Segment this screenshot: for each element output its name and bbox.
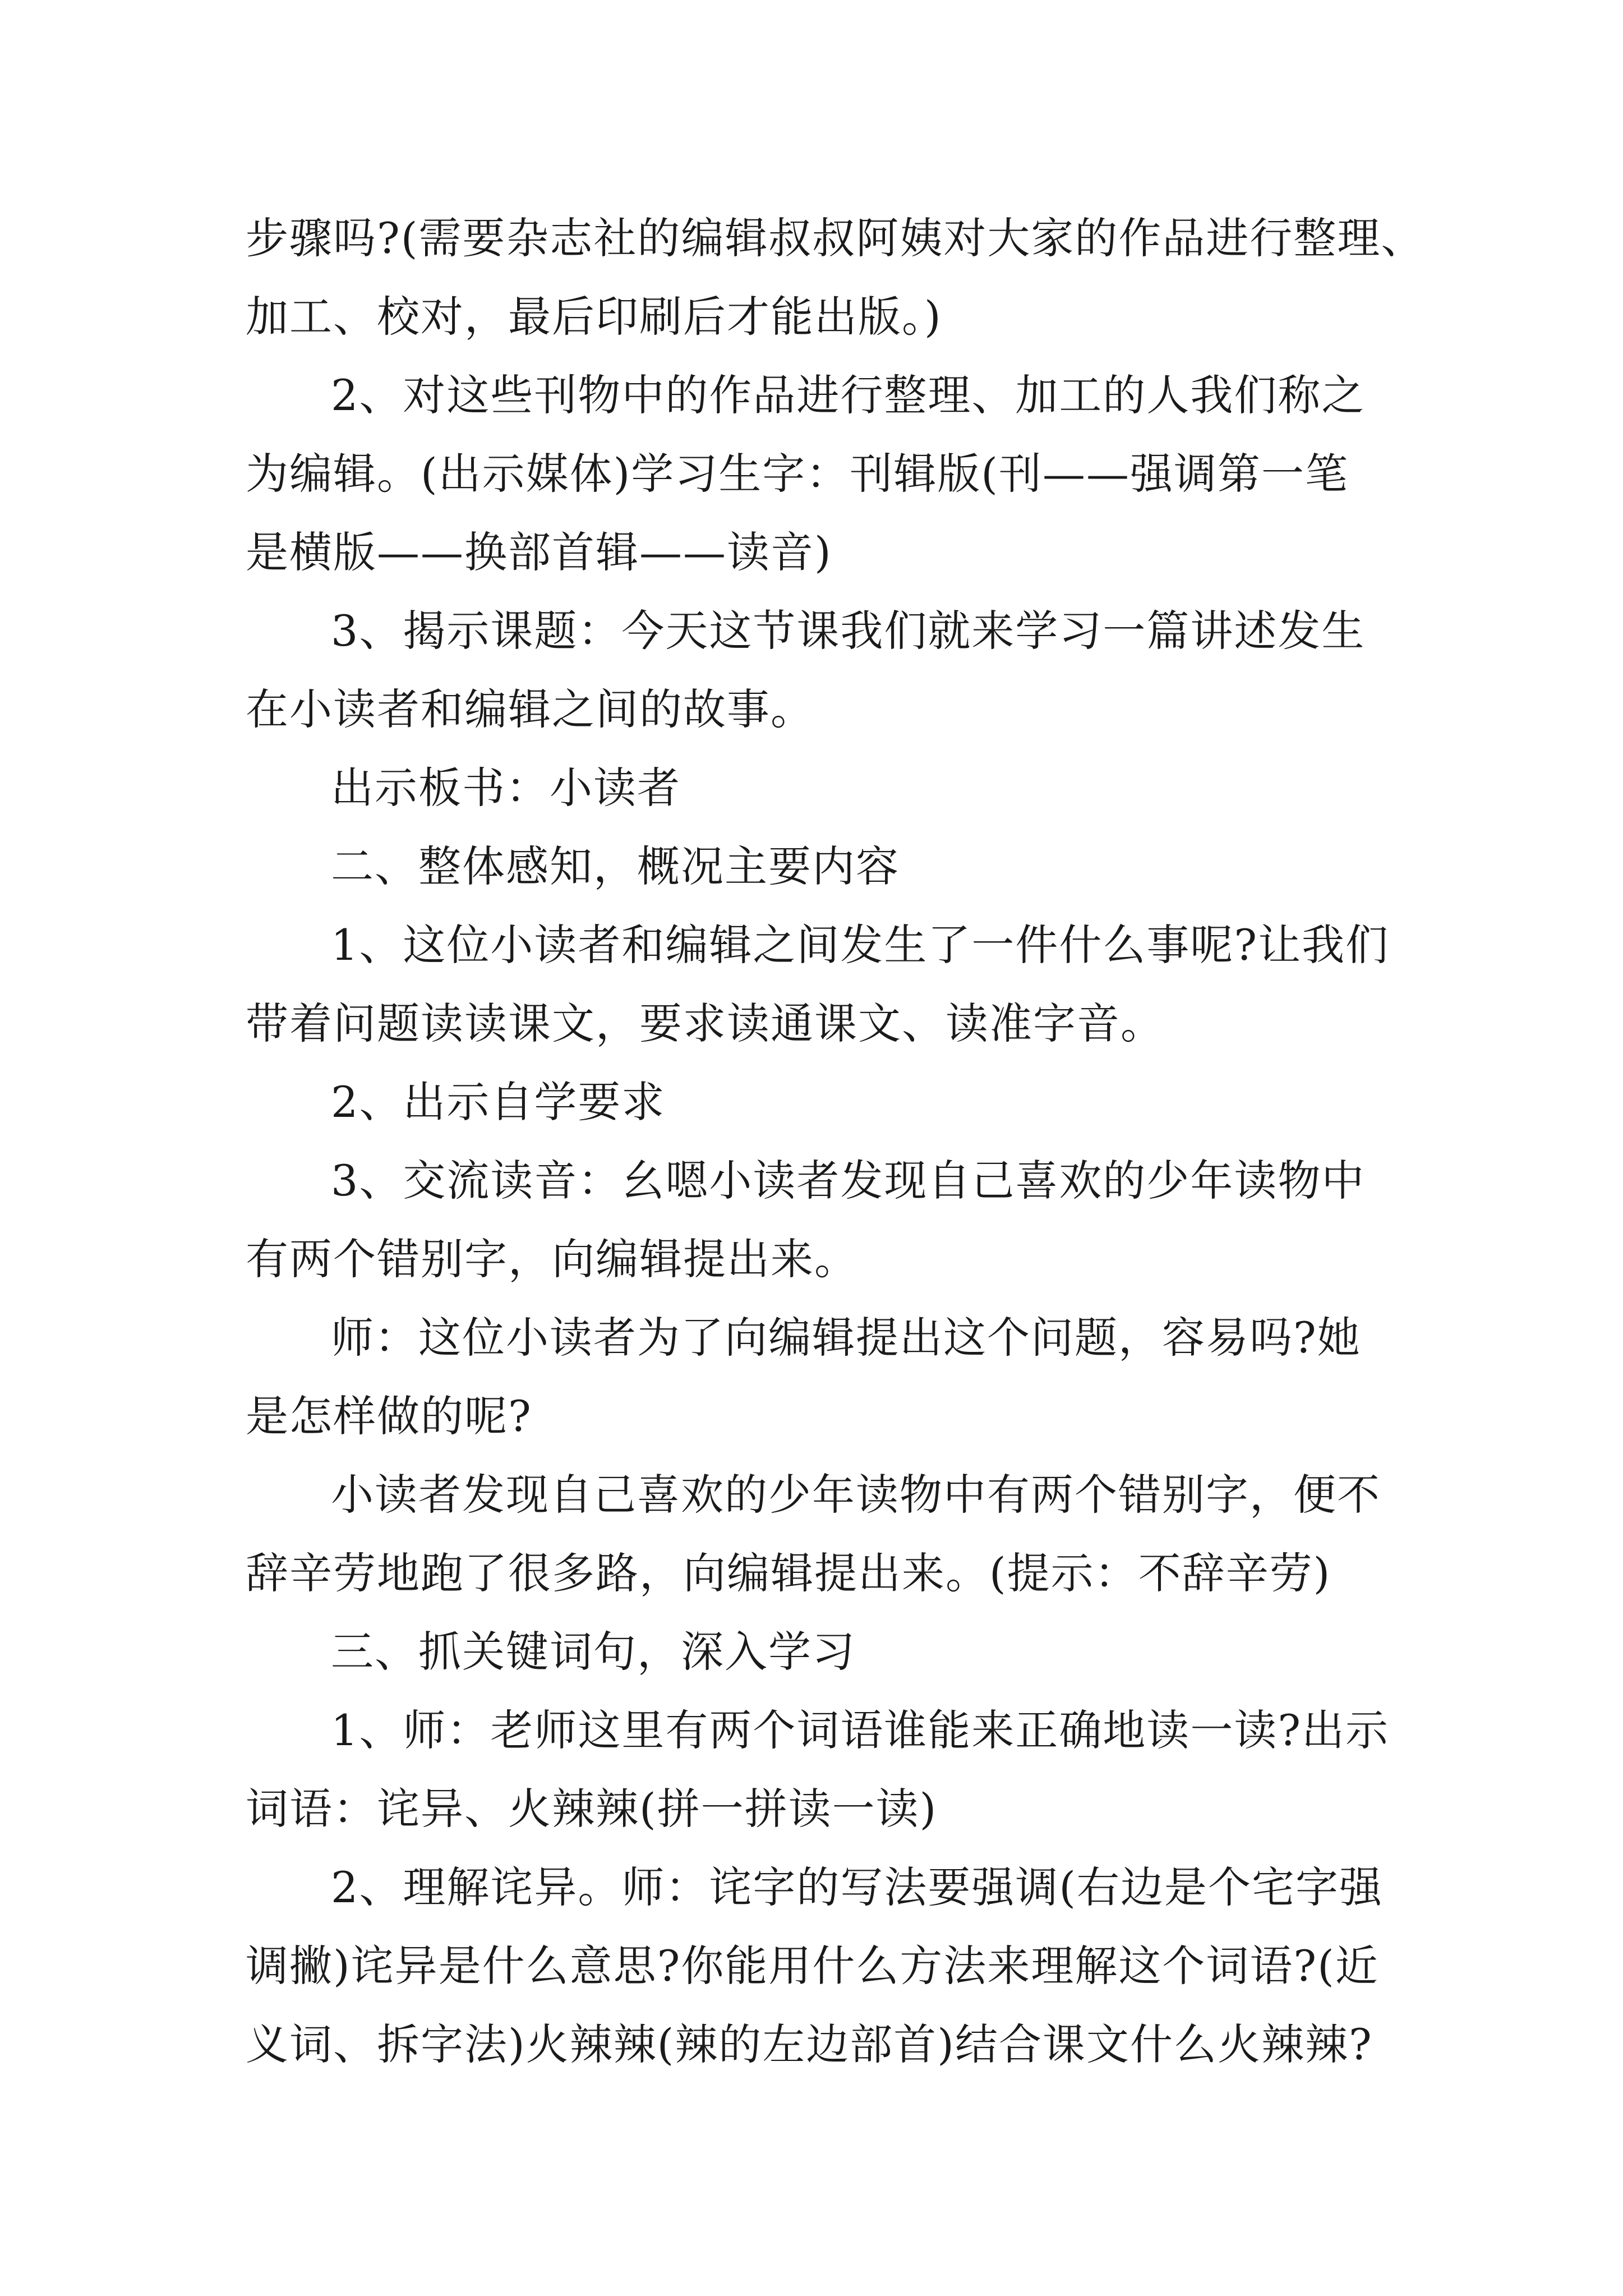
text-line: 在小读者和编辑之间的故事。 <box>246 684 814 734</box>
section-heading: 二、整体感知，概况主要内容 <box>331 841 900 891</box>
text-line: 小读者发现自己喜欢的少年读物中有两个错别字，便不 <box>331 1470 1381 1520</box>
text-line: 3、交流读音：幺嗯小读者发现自己喜欢的少年读物中 <box>331 1156 1366 1205</box>
text-line: 带着问题读读课文，要求读通课文、读准字音。 <box>246 999 1164 1048</box>
text-line: 2、对这些刊物中的作品进行整理、加工的人我们称之 <box>331 370 1366 420</box>
text-line: 1、这位小读者和编辑之间发生了一件什么事呢?让我们 <box>331 920 1390 970</box>
text-line: 调撇)诧异是什么意思?你能用什么方法来理解这个词语?(近 <box>246 1941 1379 1991</box>
text-line: 步骤吗?(需要杂志社的编辑叔叔阿姨对大家的作品进行整理、 <box>246 213 1425 263</box>
text-line: 2、出示自学要求 <box>331 1077 666 1127</box>
text-line: 1、师：老师这里有两个词语谁能来正确地读一读?出示 <box>331 1705 1390 1755</box>
text-line: 是怎样做的呢? <box>246 1391 532 1441</box>
text-line: 为编辑。(出示媒体)学习生字：刊辑版(刊——强调第一笔 <box>246 449 1349 499</box>
text-line: 义词、拆字法)火辣辣(辣的左边部首)结合课文什么火辣辣? <box>246 2019 1373 2069</box>
text-line: 师：这位小读者为了向编辑提出这个问题，容易吗?她 <box>331 1313 1361 1363</box>
text-line: 有两个错别字，向编辑提出来。 <box>246 1234 858 1284</box>
section-heading: 三、抓关键词句，深入学习 <box>331 1627 856 1677</box>
text-line: 加工、校对，最后印刷后才能出版。) <box>246 292 942 342</box>
text-line: 2、理解诧异。师：诧字的写法要强调(右边是个宅字强 <box>331 1862 1384 1912</box>
text-line: 词语：诧异、火辣辣(拼一拼读一读) <box>246 1784 938 1834</box>
text-line: 3、揭示课题：今天这节课我们就来学习一篇讲述发生 <box>331 606 1366 656</box>
text-line: 是横版——换部首辑——读音) <box>246 527 832 577</box>
text-line: 出示板书：小读者 <box>331 763 681 813</box>
text-line: 辞辛劳地跑了很多路，向编辑提出来。(提示：不辞辛劳) <box>246 1548 1331 1598</box>
